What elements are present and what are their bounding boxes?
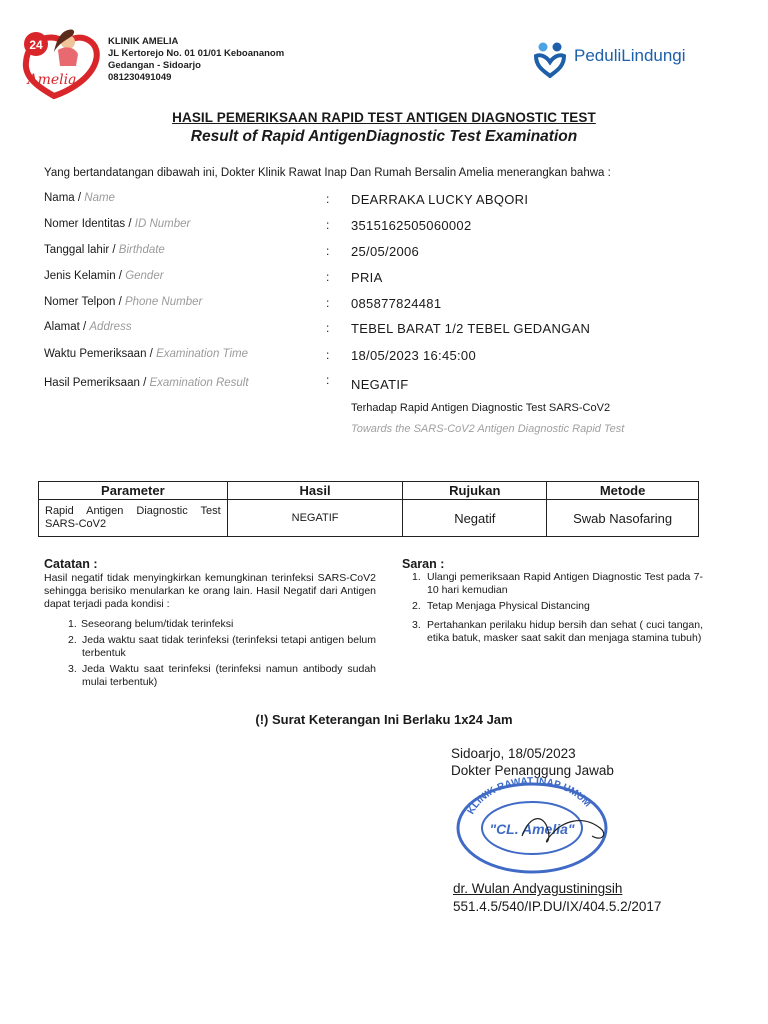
doctor-name: dr. Wulan Andyagustiningsih: [453, 881, 623, 896]
table-header: Hasil: [227, 482, 403, 500]
gender-value: PRIA: [351, 270, 383, 285]
stamp-center: "CL. Amelia": [489, 821, 575, 837]
table-cell-method: Swab Nasofaring: [547, 500, 699, 537]
phone-value: 085877824481: [351, 296, 442, 311]
document-title: HASIL PEMERIKSAAN RAPID TEST ANTIGEN DIAGNOSTIC TEST: [172, 110, 596, 125]
clinic-address-2: Gedangan - Sidoarjo: [108, 60, 201, 71]
notes-section: [44, 557, 376, 692]
field-name: Nama / Name : DEARRAKA LUCKY ABQORI: [44, 192, 529, 207]
result-table: [38, 481, 699, 537]
validity-notice: (!) Surat Keterangan Ini Berlaku 1x24 Jam: [255, 712, 513, 727]
field-address: Alamat / Address : TEBEL BARAT 1/2 TEBEL GEDANGAN: [44, 321, 591, 336]
doctor-license: 551.4.5/540/IP.DU/IX/404.5.2/2017: [453, 899, 662, 914]
table-header-row: [39, 482, 699, 500]
clinic-name: KLINIK AMELIA: [108, 36, 179, 47]
clinic-stamp: [452, 774, 632, 874]
doctor-info: [453, 880, 661, 916]
place-date: Sidoarjo, 18/05/2023: [451, 746, 576, 761]
table-header: Parameter: [39, 482, 228, 500]
exam-result-value: NEGATIF: [351, 377, 409, 392]
clinic-info: [108, 36, 284, 84]
field-id-number: Nomer Identitas / ID Number : 3515162505060002: [44, 218, 472, 233]
birthdate-value: 25/05/2006: [351, 244, 420, 259]
result-note: Terhadap Rapid Antigen Diagnostic Test SARS-CoV2: [351, 402, 611, 414]
logo-script: Amelia: [27, 72, 77, 88]
field-exam-time: Waktu Pemeriksaan / Examination Time : 18/05/2023 16:45:00: [44, 348, 476, 363]
notes-text: Hasil negatif tidak menyingkirkan kemungkinan terinfeksi SARS-CoV2 sehingga berisiko menularkan ke orang lain. Hasil Negatif dari Antigen dapat terjadi pada kondisi :: [44, 572, 376, 610]
table-cell-parameter: Rapid Antigen Diagnostic Test SARS-CoV2: [39, 500, 228, 537]
address-value: TEBEL BARAT 1/2 TEBEL GEDANGAN: [351, 321, 591, 336]
clinic-address-1: JL Kertorejo No. 01 01/01 Keboananom: [108, 48, 285, 59]
table-cell-reference: Negatif: [403, 500, 547, 537]
doctor-role: Dokter Penanggung Jawab: [451, 763, 614, 778]
field-phone: Nomer Telpon / Phone Number : 085877824481: [44, 296, 442, 311]
list-item: 3. Pertahankan perilaku hidup bersih dan sehat ( cuci tangan, etika batuk, masker saat sakit dan menjaga stamina tubuh): [412, 619, 703, 644]
list-item: 1. Seseorang belum/tidak terinfeksi: [68, 618, 234, 630]
svg-text:KLINIK RAWAT INAP UMUM: KLINIK RAWAT INAP UMUM: [465, 775, 593, 817]
field-exam-result: Hasil Pemeriksaan / Examination Result : NEGATIF: [44, 373, 409, 392]
table-row: [39, 500, 699, 537]
list-item: 3. Jeda Waktu saat terinfeksi (terinfeksi namun antibody sudah mulai terbentuk): [68, 663, 376, 688]
intro-statement: Yang bertandatangan dibawah ini, Dokter Klinik Rawat Inap Dan Rumah Bersalin Amelia menerangkan bahwa :: [44, 167, 611, 179]
table-header: Rujukan: [403, 482, 547, 500]
logo-badge: 24: [29, 38, 43, 52]
notes-heading: Catatan :: [44, 557, 98, 571]
list-item: 2. Jeda waktu saat tidak terinfeksi (terinfeksi tetapi antigen belum terbentuk: [68, 634, 376, 659]
table-cell-result: NEGATIF: [227, 500, 403, 537]
pedulilindungi-logo: [532, 38, 712, 78]
list-item: 2. Tetap Menjaga Physical Distancing: [412, 600, 590, 612]
pedulilindungi-text: PeduliLindungi: [574, 46, 686, 65]
name-value: DEARRAKA LUCKY ABQORI: [351, 192, 529, 207]
list-item: 1. Ulangi pemeriksaan Rapid Antigen Diagnostic Test pada 7-10 hari kemudian: [412, 571, 703, 596]
document-subtitle: Result of Rapid AntigenDiagnostic Test Examination: [190, 128, 578, 145]
field-birthdate: Tanggal lahir / Birthdate : 25/05/2006: [44, 244, 420, 259]
exam-time-value: 18/05/2023 16:45:00: [351, 348, 476, 363]
pedulilindungi-icon: [532, 38, 572, 78]
clinic-logo: [14, 22, 106, 102]
id-number-value: 3515162505060002: [351, 218, 472, 233]
clinic-phone: 081230491049: [108, 72, 172, 83]
result-note-en: Towards the SARS-CoV2 Antigen Diagnostic Rapid Test: [351, 423, 625, 435]
table-header: Metode: [547, 482, 699, 500]
advice-heading: Saran :: [402, 557, 445, 571]
advice-section: [402, 557, 703, 648]
field-gender: Jenis Kelamin / Gender : PRIA: [44, 270, 383, 285]
